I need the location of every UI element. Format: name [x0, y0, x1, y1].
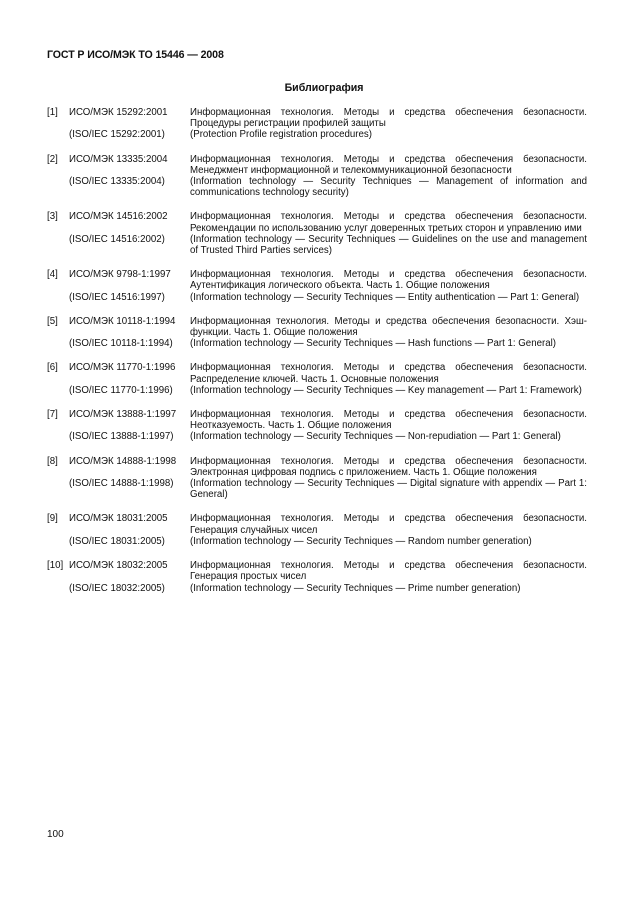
entry-title-ru: Информационная технология. Методы и средства обеспечения безопасности. Распределение ключей. Часть 1. Основные положения [190, 362, 587, 385]
entry-national-row [47, 154, 587, 176]
entry-national-row [47, 456, 587, 478]
entry-title-en: (Information technology — Security Techniques — Prime number generation) [190, 582, 521, 594]
entry-intl-code: (ISO/IEC 11770-1:1996) [69, 384, 173, 396]
entry-international-row [47, 292, 587, 303]
entry-national-row [47, 316, 587, 338]
entry-title-ru: Информационная технология. Методы и средства обеспечения безопасности. Рекомендации по использованию услуг доверенных третьих сторон и управлению ими [190, 211, 587, 234]
entry-title-ru: Информационная технология. Методы и средства обеспечения безопасности. Генерация простых чисел [190, 560, 587, 583]
entry-intl-code: (ISO/IEC 10118-1:1994) [69, 338, 173, 350]
bibliography-entry [47, 154, 587, 199]
entry-national-row [47, 409, 587, 431]
entry-intl-code: (ISO/IEC 13888-1:1997) [69, 431, 174, 443]
entry-number: [7] [47, 409, 58, 421]
bibliography-entry [47, 560, 587, 594]
entry-international-row [47, 385, 587, 396]
page-number: 100 [47, 829, 64, 840]
bibliography-entry [47, 409, 587, 443]
entry-number: [3] [47, 211, 58, 223]
entry-title-en: (Information technology — Security Techniques — Non-repudiation — Part 1: General) [190, 431, 561, 443]
entry-title-ru: Информационная технология. Методы и средства обеспечения безопасности. Менеджмент информационной и телекоммуникационной безопасности [190, 153, 587, 176]
entry-national-row [47, 560, 587, 582]
bibliography-entry [47, 269, 587, 303]
bibliography-entry [47, 316, 587, 350]
entry-national-row [47, 362, 587, 384]
entry-national-row [47, 107, 587, 129]
entry-title-en: (Information technology — Security Techniques — Entity authentication — Part 1: General) [190, 291, 580, 303]
entry-title-ru: Информационная технология. Методы и средства обеспечения безопасности. Электронная цифровая подпись с приложением. Часть 1. Общие положения [190, 455, 587, 478]
entry-number: [1] [47, 107, 58, 118]
entry-title-en: (Information technology — Security Techniques — Hash functions — Part 1: General) [190, 338, 556, 350]
entry-title-en: (Information technology — Security Techniques — Digital signature with appendix — Part 1: General) [190, 478, 587, 501]
entry-number: [5] [47, 315, 58, 327]
bibliography-entry [47, 362, 587, 396]
entry-intl-code: (ISO/IEC 13335:2004) [69, 176, 165, 188]
entry-number: [10] [47, 560, 64, 572]
entry-title-en: (Information technology — Security Techniques — Management of information and communications technology security) [190, 176, 587, 199]
entry-international-row [47, 129, 587, 140]
entry-international-row [47, 176, 587, 198]
entry-international-row [47, 536, 587, 547]
bibliography-entry [47, 211, 587, 256]
entry-standard-code: ИСО/МЭК 18032:2005 [69, 560, 168, 572]
entry-international-row [47, 478, 587, 500]
entry-international-row [47, 583, 587, 594]
entry-number: [4] [47, 269, 58, 281]
entry-title-ru: Информационная технология. Методы и средства обеспечения безопасности. Генерация случайных чисел [190, 513, 587, 536]
entry-international-row [47, 234, 587, 256]
entry-standard-code: ИСО/МЭК 10118-1:1994 [69, 315, 176, 327]
entry-standard-code: ИСО/МЭК 11770-1:1996 [69, 362, 176, 374]
bibliography-entry [47, 107, 587, 141]
entry-standard-code: ИСО/МЭК 15292:2001 [69, 107, 168, 118]
entry-title-en: (Information technology — Security Techniques — Random number generation) [190, 535, 532, 547]
entry-title-ru: Информационная технология. Методы и средства обеспечения безопасности. Неотказуемость. Часть 1. Общие положения [190, 409, 587, 432]
entry-standard-code: ИСО/МЭК 9798-1:1997 [69, 269, 171, 281]
document-code-header: ГОСТ Р ИСО/МЭК ТО 15446 — 2008 [47, 49, 224, 61]
entry-title-ru: Информационная технология. Методы и средства обеспечения безопасности. Аутентификация логического объекта. Часть 1. Общие положения [190, 269, 587, 292]
entry-title-en: (Protection Profile registration procedures) [190, 129, 372, 141]
entry-title-ru: Информационная технология. Методы и средства обеспечения безопасности. Процедуры регистрации профилей защиты [190, 107, 587, 130]
entry-intl-code: (ISO/IEC 18031:2005) [69, 535, 165, 547]
entry-number: [6] [47, 362, 58, 374]
entry-intl-code: (ISO/IEC 14516:1997) [69, 291, 165, 303]
entry-number: [2] [47, 153, 58, 165]
entry-standard-code: ИСО/МЭК 14888-1:1998 [69, 455, 177, 467]
entry-national-row [47, 513, 587, 535]
entry-international-row [47, 431, 587, 442]
bibliography-entry [47, 513, 587, 547]
section-title-wrapper [0, 82, 630, 94]
entry-standard-code: ИСО/МЭК 13888-1:1997 [69, 409, 177, 421]
entry-number: [9] [47, 513, 58, 525]
entry-intl-code: (ISO/IEC 18032:2005) [69, 582, 165, 594]
bibliography-list [47, 107, 587, 607]
entry-intl-code: (ISO/IEC 14516:2002) [69, 233, 165, 245]
entry-title-en: (Information technology — Security Techniques — Guidelines on the use and management of Trusted Third Parties services) [190, 233, 587, 257]
bibliography-entry [47, 456, 587, 501]
entry-standard-code: ИСО/МЭК 13335:2004 [69, 153, 168, 165]
entry-intl-code: (ISO/IEC 14888-1:1998) [69, 478, 174, 490]
entry-title-ru: Информационная технология. Методы и средства обеспечения безопасности. Хэш-функции. Часть 1. Общие положения [190, 315, 587, 339]
entry-national-row [47, 269, 587, 291]
entry-title-en: (Information technology — Security Techniques — Key management — Part 1: Framework) [190, 384, 582, 396]
entry-standard-code: ИСО/МЭК 18031:2005 [69, 513, 168, 525]
bibliography-title: Библиография [284, 82, 364, 94]
entry-standard-code: ИСО/МЭК 14516:2002 [69, 211, 168, 223]
entry-intl-code: (ISO/IEC 15292:2001) [69, 129, 165, 141]
entry-number: [8] [47, 455, 58, 467]
entry-national-row [47, 211, 587, 233]
entry-international-row [47, 338, 587, 349]
